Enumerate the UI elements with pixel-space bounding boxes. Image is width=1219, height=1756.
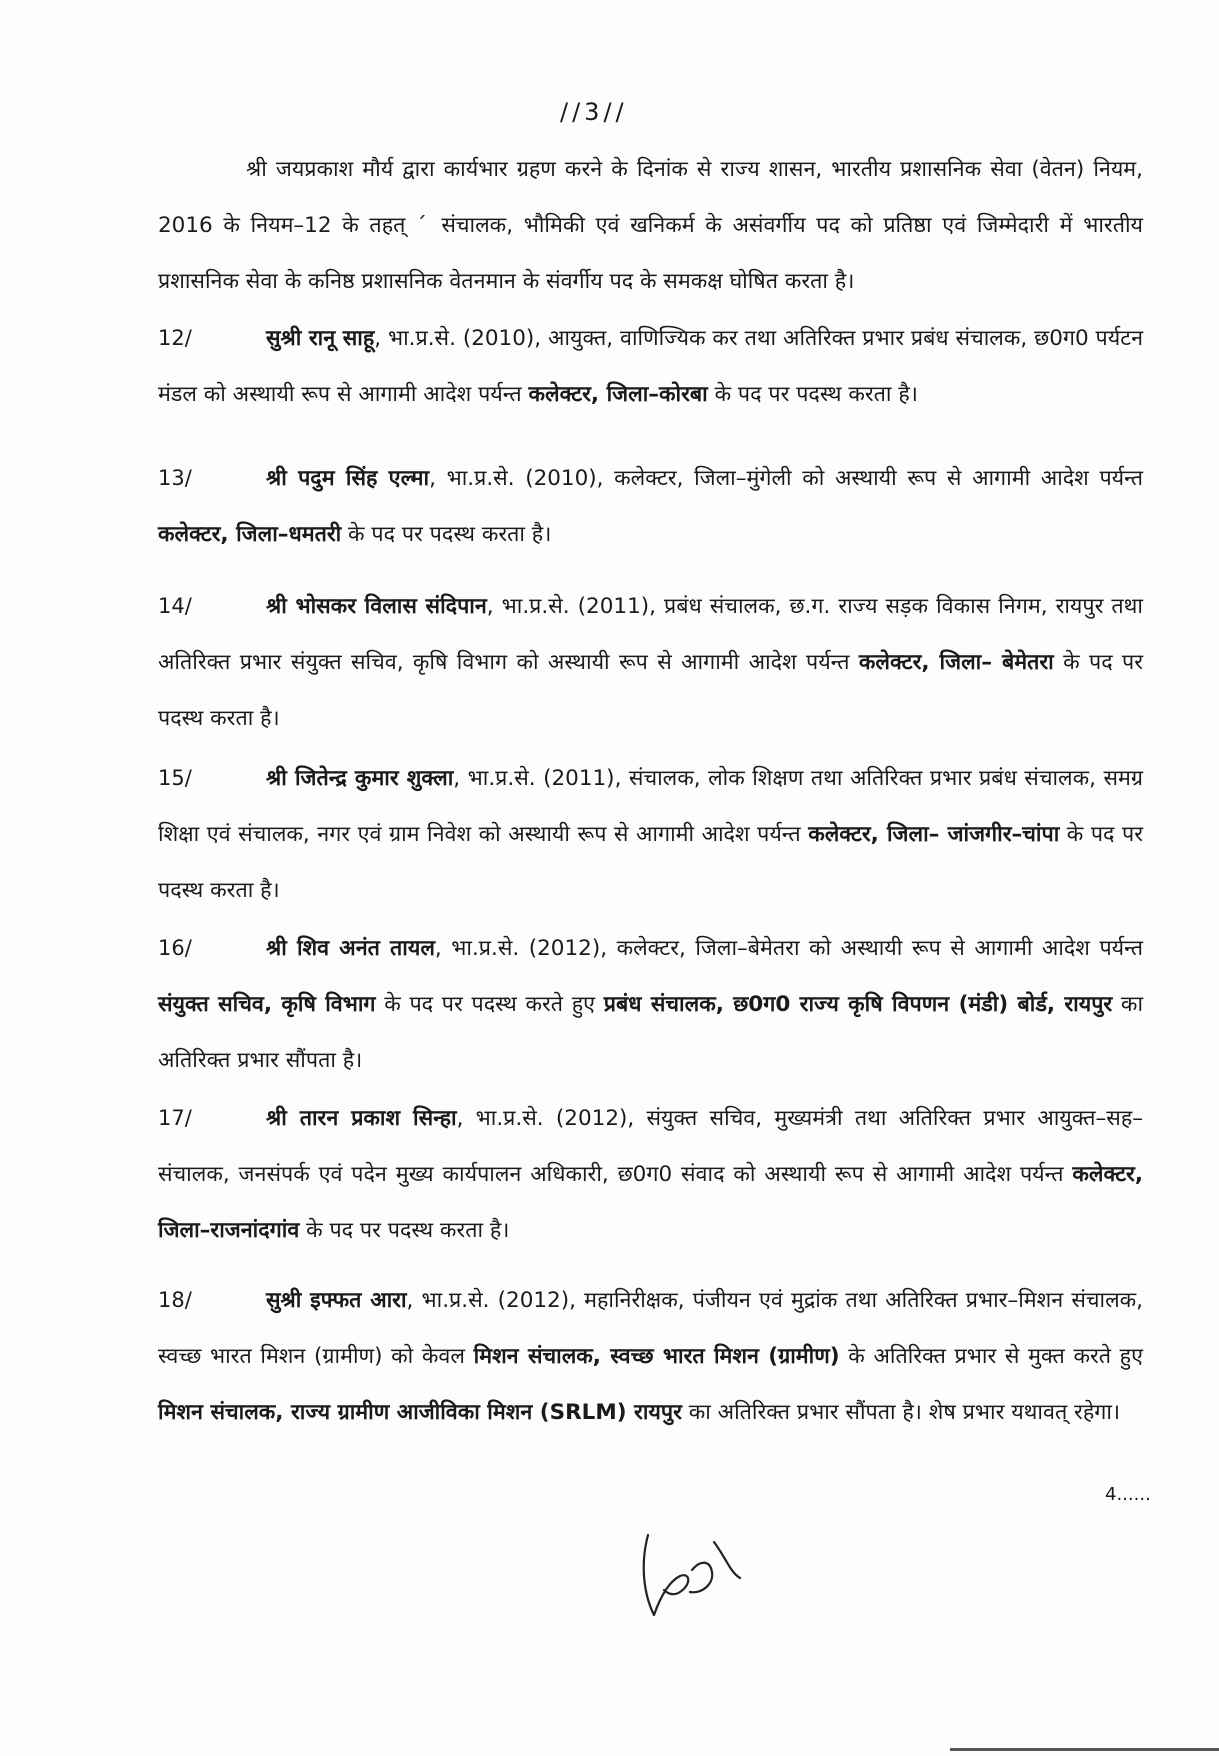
item-text: , भा.प्र.से. (2012), महानिरीक्षक, पंजीयन एवं मुद्रांक तथा अतिरिक्त प्रभार–मिशन संचालक, स्वच्छ भारत मिशन (ग्रामीण) को केवल xyxy=(158,1288,1143,1369)
item-text-mid: के अतिरिक्त प्रभार से मुक्त करते हुए xyxy=(839,1344,1143,1369)
continued-page-marker: 4...... xyxy=(1105,1484,1151,1505)
item-text: , भा.प्र.से. (2012), संयुक्त सचिव, मुख्यमंत्री तथा अतिरिक्त प्रभार आयुक्त–सह– संचालक, जनसंपर्क एवं पदेन मुख्य कार्यपालन अधिकारी, छ0ग0 संवाद को अस्थायी रूप से आगामी आदेश पर्यन्त xyxy=(158,1106,1143,1187)
item-text-end: के पद पर पदस्थ करता है। xyxy=(158,650,1143,731)
order-item-17 xyxy=(158,1090,1143,1259)
item-number: 13/ xyxy=(158,466,192,490)
page-number: //3// xyxy=(560,98,628,126)
officer-name: श्री जितेन्द्र कुमार शुक्ला xyxy=(266,766,454,791)
item-number: 16/ xyxy=(158,936,192,960)
posting-bold: कलेक्टर, जिला–कोरबा xyxy=(528,382,708,407)
order-item-13 xyxy=(158,450,1143,563)
item-number: 12/ xyxy=(158,326,192,350)
item-text-end: का अतिरिक्त प्रभार सौंपता है। शेष प्रभार यथावत् रहेगा। xyxy=(681,1400,1121,1425)
order-item-14 xyxy=(158,578,1143,747)
order-item-18 xyxy=(158,1272,1143,1441)
posting-bold: कलेक्टर, जिला– जांजगीर–चांपा xyxy=(808,822,1060,847)
officer-name: श्री भोसकर विलास संदिपान xyxy=(266,594,487,619)
relieved-charge-bold: मिशन संचालक, स्वच्छ भारत मिशन (ग्रामीण) xyxy=(473,1344,840,1369)
bottom-edge-line xyxy=(950,1748,1219,1751)
item-text-end: के पद पर पदस्थ करता है। xyxy=(341,522,552,547)
item-text-end: का अतिरिक्त प्रभार सौंपता है। xyxy=(158,992,1144,1073)
posting-bold: कलेक्टर, जिला–राजनांदगांव xyxy=(158,1162,1143,1243)
officer-name: सुश्री इफ्फत आरा xyxy=(266,1288,407,1313)
intro-paragraph: श्री जयप्रकाश मौर्य द्वारा कार्यभार ग्रहण करने के दिनांक से राज्य शासन, भारतीय प्रशासनिक सेवा (वेतन) नियम, 2016 के नियम–12 के तहत् ˊ संचालक, भौमिकी एवं खनिकर्म के असंवर्गीय पद को प्रतिष्ठा एवं जिम्मेदारी में भारतीय प्रशासनिक सेवा के कनिष्ठ प्रशासनिक वेतनमान के संवर्गीय पद के समकक्ष घोषित करता है। xyxy=(158,157,1143,294)
posting-bold: संयुक्त सचिव, कृषि विभाग xyxy=(158,992,376,1017)
additional-charge-bold: मिशन संचालक, राज्य ग्रामीण आजीविका मिशन (SRLM) रायपुर xyxy=(158,1400,682,1425)
item-text: , भा.प्र.से. (2012), कलेक्टर, जिला–बेमेतरा को अस्थायी रूप से आगामी आदेश पर्यन्त xyxy=(434,936,1144,961)
item-number: 17/ xyxy=(158,1106,192,1130)
item-text-end: के पद पर पदस्थ करता है। xyxy=(299,1218,510,1243)
item-number: 14/ xyxy=(158,594,192,618)
order-item-16 xyxy=(158,920,1143,1089)
posting-bold: कलेक्टर, जिला–धमतरी xyxy=(158,522,342,547)
item-text-end: के पद पर पदस्थ करता है। xyxy=(707,382,918,407)
signature-initials xyxy=(630,1520,750,1630)
officer-name: श्री पदुम सिंह एल्मा xyxy=(266,466,430,491)
officer-name: श्री तारन प्रकाश सिन्हा xyxy=(266,1106,457,1131)
officer-name: सुश्री रानू साहू xyxy=(266,326,375,351)
item-text: , भा.प्र.से. (2011), प्रबंध संचालक, छ.ग. राज्य सड़क विकास निगम, रायपुर तथा अतिरिक्त प्रभार संयुक्त सचिव, कृषि विभाग को अस्थायी रूप से आगामी आदेश पर्यन्त xyxy=(158,594,1143,675)
item-text: , भा.प्र.से. (2011), संचालक, लोक शिक्षण तथा अतिरिक्त प्रभार प्रबंध संचालक, समग्र शिक्षा एवं संचालक, नगर एवं ग्राम निवेश को अस्थायी रूप से आगामी आदेश पर्यन्त xyxy=(158,766,1143,847)
item-number: 15/ xyxy=(158,766,192,790)
item-text-end: के पद पर पदस्थ करता है। xyxy=(158,822,1143,903)
item-text-mid: के पद पर पदस्थ करते हुए xyxy=(375,992,604,1017)
posting-bold: कलेक्टर, जिला– बेमेतरा xyxy=(858,650,1054,675)
item-text: , भा.प्र.से. (2010), कलेक्टर, जिला–मुंगेली को अस्थायी रूप से आगामी आदेश पर्यन्त xyxy=(429,466,1143,491)
item-text: , भा.प्र.से. (2010), आयुक्त, वाणिज्यिक कर तथा अतिरिक्त प्रभार प्रबंध संचालक, छ0ग0 पर्यटन मंडल को अस्थायी रूप से आगामी आदेश पर्यन्त xyxy=(158,326,1144,407)
item-number: 18/ xyxy=(158,1288,192,1312)
order-item-12 xyxy=(158,310,1143,423)
additional-charge-bold: प्रबंध संचालक, छ0ग0 राज्य कृषि विपणन (मंडी) बोर्ड, रायपुर xyxy=(603,992,1113,1017)
order-item-15 xyxy=(158,750,1143,919)
officer-name: श्री शिव अनंत तायल xyxy=(266,936,435,961)
